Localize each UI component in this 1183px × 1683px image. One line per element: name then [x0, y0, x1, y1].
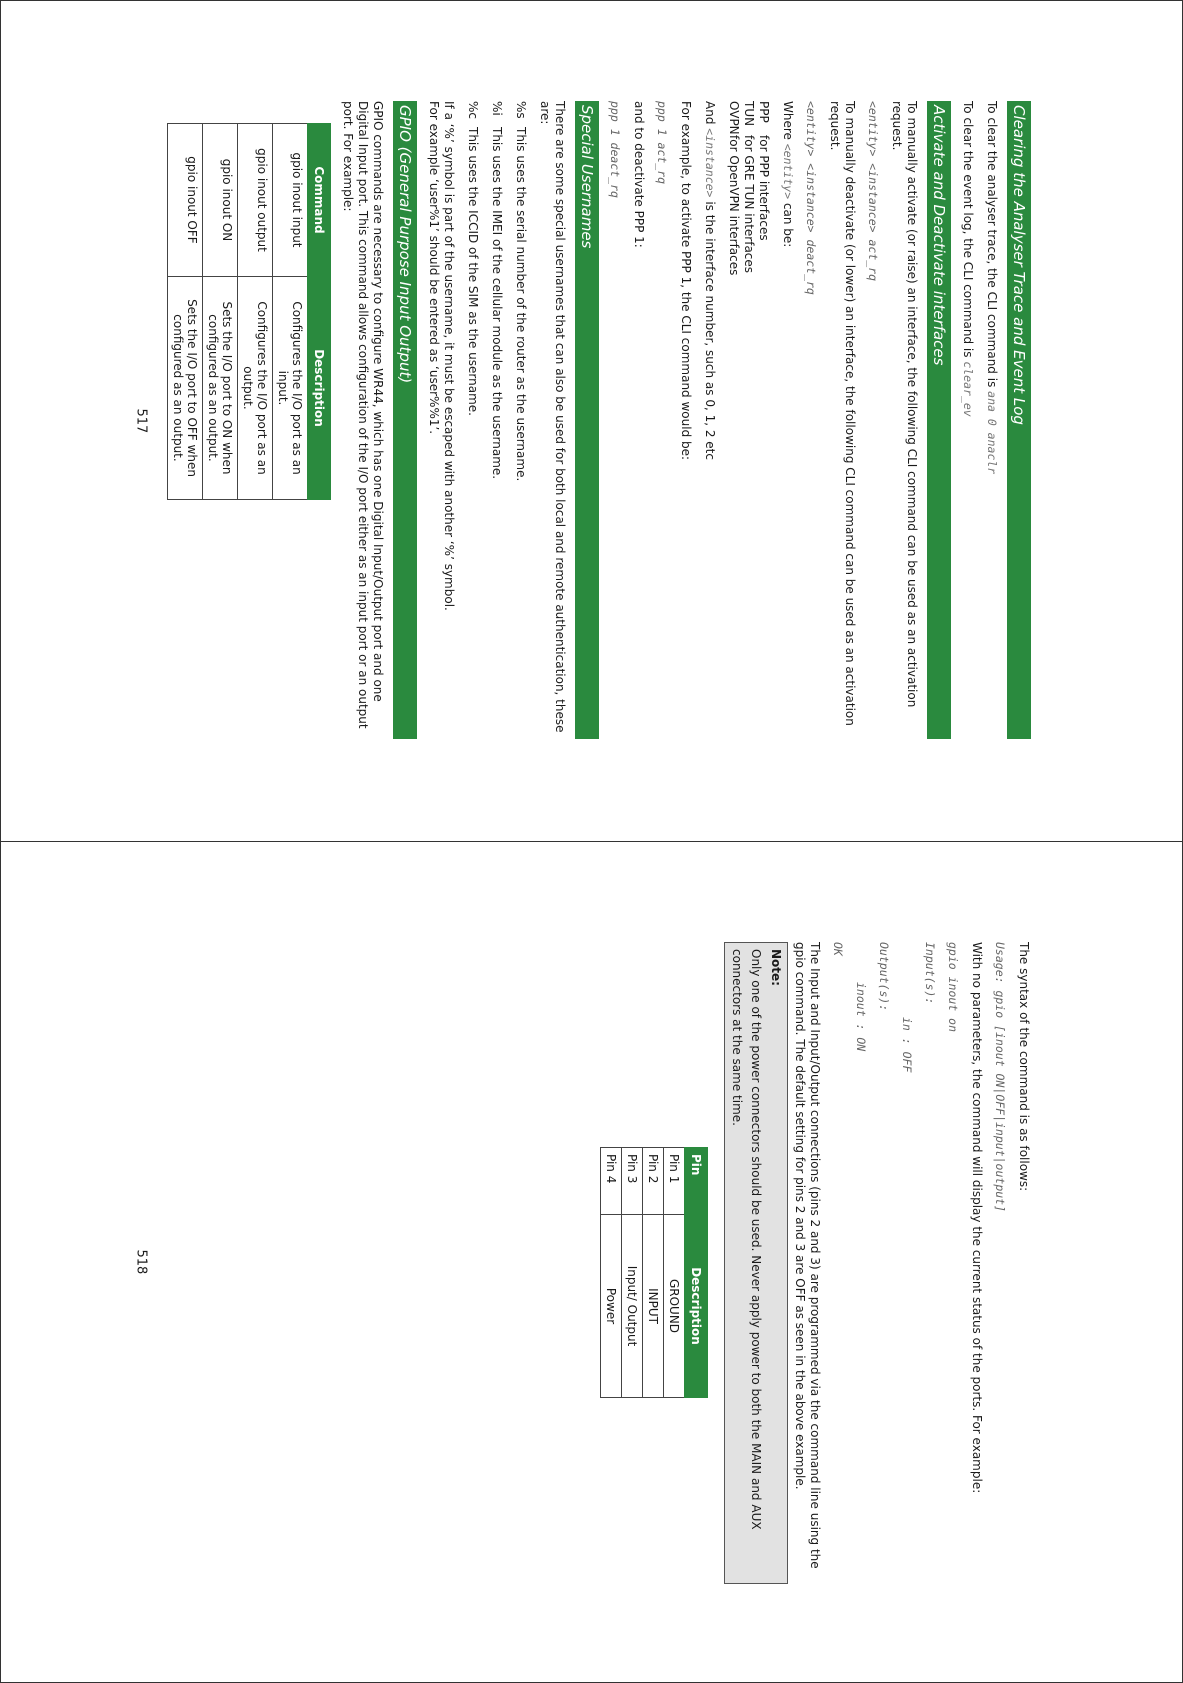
note-box — [724, 942, 788, 1584]
gpio-text: GPIO commands are necessary to configure WR44, which has one Digital Input/Output port and one Digital Input port. This command allows configuration of the I/O port either as an input port or an output port. For example: — [341, 101, 385, 729]
list-item: %i This uses the IMEI of the cellular module as the username. — [490, 101, 504, 480]
table-row: gpio inout output Configures the I/O port as an output. — [238, 124, 273, 500]
activate-text: To manually activate (or raise) an interface, the following CLI command can be used as an activation request. — [890, 101, 919, 708]
list-item: OVPN for OpenVPN interfaces — [727, 101, 741, 276]
example-command: gpio inout on — [946, 942, 960, 1033]
table-row: Pin 2 INPUT — [643, 1148, 664, 1398]
escape-example-text: For example ‘user%1’ should be entered as ‘user%%1’. — [427, 101, 441, 435]
heading-activate-deactivate: Activate and Deactivate interfaces — [927, 101, 951, 739]
example-code-deactivate: ppp 1 deact_rq — [608, 101, 622, 198]
page-number: 518 — [133, 1249, 149, 1275]
table-row: Pin 3 Input/ Output — [622, 1148, 643, 1398]
gpio-command-table — [167, 123, 331, 500]
list-item: PPP for PPP interfaces — [757, 101, 771, 241]
clear-event-text: To clear the event log, the CLI command is clear_ev — [961, 101, 975, 417]
entity-list — [726, 101, 771, 842]
syntax-text: The syntax of the command is as follows: — [1017, 942, 1031, 1192]
table-header-row: Pin Description — [685, 1148, 708, 1398]
special-usernames-text: There are some special usernames that can also be used for both local and remote authentication, these are: — [538, 101, 567, 733]
table-row: gpio inout OFF Sets the I/O port to OFF when configured as an output. — [168, 124, 203, 500]
table-row: Pin 1 GROUND — [664, 1148, 685, 1398]
heading-clearing-trace: Clearing the Analyser Trace and Event Log — [1007, 101, 1031, 739]
example-input-status: in : OFF — [900, 1017, 914, 1073]
example-code-activate: ppp 1 act_rq — [655, 101, 669, 185]
page-518 — [0, 841, 1183, 1683]
escape-text: If a ‘%’ symbol is part of the username, it must be escaped with another ‘%’ symbol. — [442, 101, 456, 611]
page-number: 517 — [133, 408, 149, 434]
clear-event-code: clear_ev — [961, 361, 975, 417]
instance-text: And <instance> is the interface number, such as 0, 1, 2 etc — [703, 101, 717, 460]
no-params-text: With no parameters, the command will display the current status of the ports. For example: — [970, 942, 984, 1494]
note-text: Only one of the power connectors should be used. Never apply power to both the MAIN and AUX connectors at the same time. — [730, 949, 763, 1530]
clear-analyser-text: To clear the analyser trace, the CLI command is ana 0 anaclr — [985, 101, 999, 475]
deactivate-code: <entity> <instance> deact_rq — [804, 101, 818, 295]
heading-gpio: GPIO (General Purpose Input Output) — [393, 101, 417, 739]
list-item: %s This uses the serial number of the router as the username. — [514, 101, 528, 482]
list-item: TUN for GRE TUN interfaces — [742, 101, 756, 274]
example-text: For example, to activate PPP 1, the CLI command would be: — [679, 101, 693, 461]
deactivate-example-text: and to deactivate PPP 1: — [632, 101, 646, 248]
note-label: Note: — [769, 949, 783, 986]
pins-text: The Input and Input/Output connections (pins 2 and 3) are programmed via the command line using the gpio command. The default setting for pins 2 and 3 are OFF as seen in the above example. — [793, 942, 822, 1569]
clear-analyser-code: ana 0 anaclr — [985, 391, 999, 475]
activate-code: <entity> <instance> act_rq — [866, 101, 880, 282]
table-row: gpio inout input Configures the I/O port as an input. — [273, 124, 308, 500]
page-518-content — [590, 942, 1031, 1683]
deactivate-text: To manually deactivate (or lower) an interface, the following CLI command can be used as an activation request. — [828, 101, 857, 726]
page-517-content — [157, 101, 1031, 842]
where-text: Where <entity> can be: — [781, 101, 795, 248]
example-ok: OK — [831, 942, 845, 956]
example-inout-status: inout : ON — [854, 982, 868, 1052]
table-row: gpio inout ON Sets the I/O port to ON when configured as an output. — [203, 124, 238, 500]
pin-table — [600, 1147, 708, 1398]
list-item: %c This uses the ICCID of the SIM as the username. — [466, 101, 480, 416]
heading-special-usernames: Special Usernames — [575, 101, 599, 739]
example-inputs-label: Input(s): — [923, 942, 937, 1005]
usage-code: Usage: gpio [inout ON|OFF|input|output] — [993, 942, 1007, 1213]
table-header-row: Command Description — [308, 124, 331, 500]
table-row: Pin 4 Power — [601, 1148, 622, 1398]
example-outputs-label: Output(s): — [877, 942, 891, 1012]
